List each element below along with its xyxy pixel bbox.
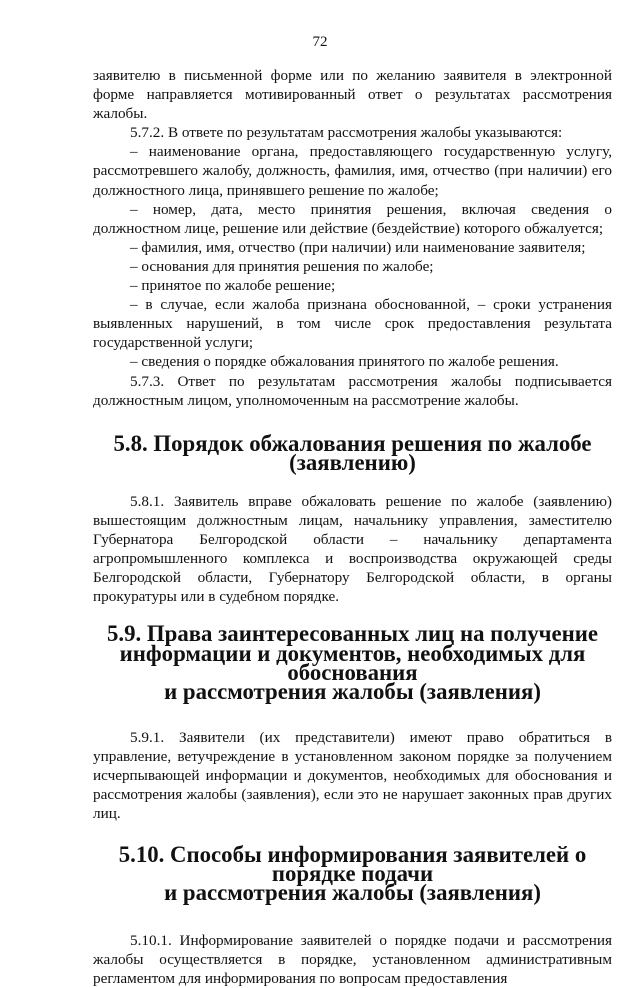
section-heading-5-10 [93, 842, 612, 906]
page-number: 72 [312, 34, 328, 50]
heading-line: информации и документов, необходимых для обоснования [119, 640, 586, 685]
paragraph-5-9-1: 5.9.1. Заявители (их представители) имеют право обратиться в управление, ветучреждение в установленном законом порядке за получением исчерпывающей информации и документов, необходимых для обоснования и рассмотрения жалобы (заявления), если это не нарушает законных прав других лиц. [93, 728, 612, 823]
list-item: – сведения о порядке обжалования принятого по жалобе решения. [130, 353, 559, 371]
heading-line: 5.9. Права заинтересованных лиц на получение [107, 621, 598, 647]
section-heading-5-9 [93, 621, 612, 704]
list-item: – в случае, если жалоба признана обоснованной, – сроки устранения выявленных нарушений, в том числе срок предоставления результата государственной услуги; [93, 296, 612, 352]
section-heading-5-8: 5.8. Порядок обжалования решения по жалобе (заявлению) [113, 430, 592, 475]
document-body [93, 66, 612, 988]
list-item: – наименование органа, предоставляющего государственную услугу, рассмотревшего жалобу, должность, фамилия, имя, отчество (при наличии) его должностного лица, принявшего решение по жалобе; [93, 143, 612, 199]
heading-line: 5.10. Способы информирования заявителей о порядке подачи [118, 842, 587, 887]
list-item: – фамилия, имя, отчество (при наличии) или наименование заявителя; [130, 238, 586, 256]
list-item: – основания для принятия решения по жалобе; [130, 257, 434, 275]
paragraph-5-8-1: 5.8.1. Заявитель вправе обжаловать решение по жалобе (заявлению) вышестоящим должностным лицам, начальнику управления, заместителю Губернатора Белгородской области – начальнику департамента агропромышленного комплекса и воспроизводства окружающей среды Белгородской области, Губернатору Белгородской области, в органы прокуратуры или в судебном порядке. [93, 492, 612, 606]
list-item: – номер, дата, место принятия решения, включая сведения о должностном лице, решение или действие (бездействие) которого обжалуется; [93, 200, 612, 237]
paragraph-5-7-3: 5.7.3. Ответ по результатам рассмотрения жалобы подписывается должностным лицом, уполномоченным на рассмотрение жалобы. [93, 372, 612, 409]
paragraph-5-7-2: 5.7.2. В ответе по результатам рассмотрения жалобы указываются: [130, 124, 563, 142]
paragraph-response-continuation: заявителю в письменной форме или по желанию заявителя в электронной форме направляется мотивированный ответ о результатах рассмотрения жалобы. [93, 67, 612, 123]
heading-line: и рассмотрения жалобы (заявления) [164, 880, 541, 906]
list-item: – принятое по жалобе решение; [130, 277, 336, 295]
paragraph-5-10-1: 5.10.1. Информирование заявителей о порядке подачи и рассмотрения жалобы осуществляется в порядке, установленном административным регламентом для информирования по вопросам предоставления [93, 931, 612, 987]
heading-line: и рассмотрения жалобы (заявления) [164, 678, 541, 704]
